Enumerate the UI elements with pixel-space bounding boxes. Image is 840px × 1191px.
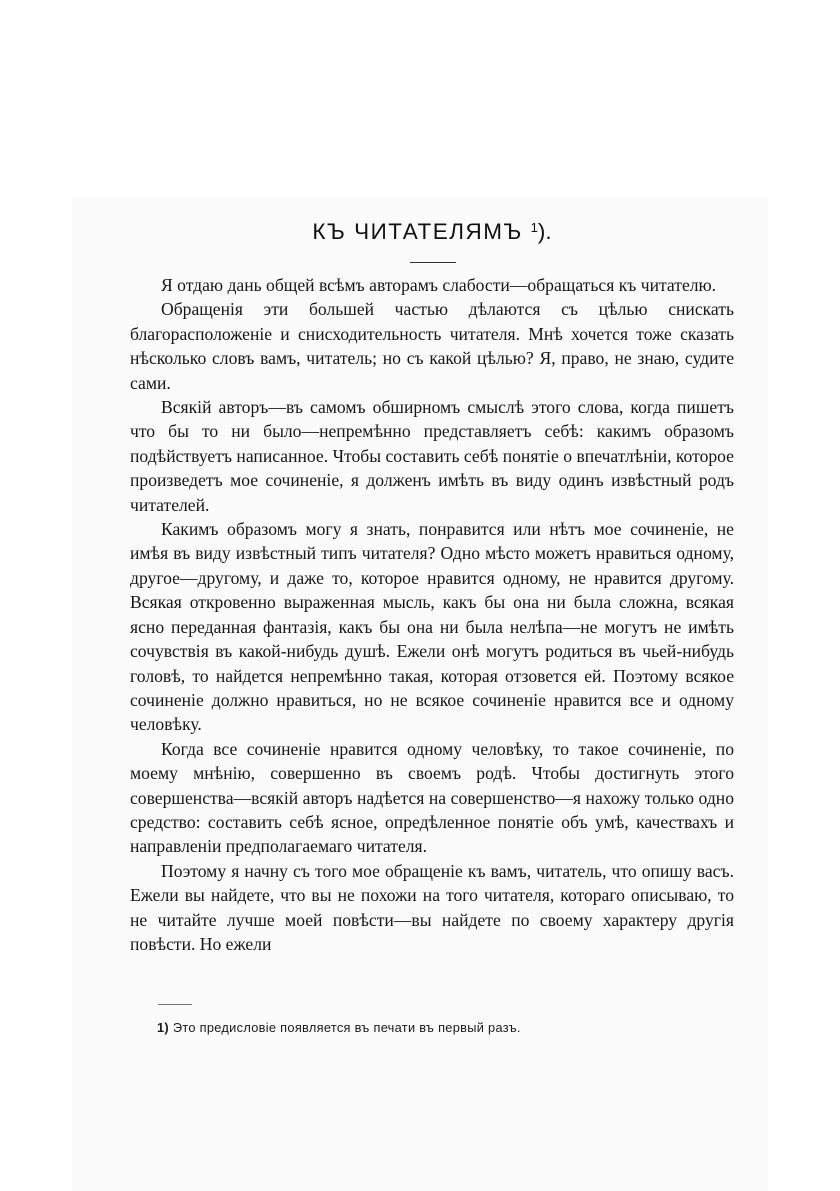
title-footnote-mark: 1	[530, 220, 538, 235]
body-text	[130, 273, 734, 956]
paragraph: Я отдаю дань общей всѣмъ авторамъ слабости—обращаться къ читателю.	[161, 275, 717, 295]
footnote	[157, 1020, 737, 1035]
paragraph: Когда все сочиненіе нравится одному человѣку, то такое сочиненіе, по моему мнѣнію, совершенно въ своемъ родѣ. Чтобы достигнуть этого совершенства—всякій авторъ надѣется на совершенство—я нахожу только одно средство: составить себѣ ясное, опредѣленное понятіе объ умѣ, качествахъ и направленіи предполагаемаго читателя.	[130, 738, 734, 857]
paragraph: Поэтому я начну съ того мое обращеніе къ вамъ, читатель, что опишу васъ. Ежели вы найдете, что вы не похожи на того читателя, котораго описываю, то не читайте лучше моей повѣсти—вы найдете по своему характеру другія повѣсти. Но ежели	[130, 860, 734, 954]
title-closing: ).	[537, 219, 552, 244]
footnote-mark: 1)	[157, 1020, 169, 1035]
title-divider	[410, 262, 456, 263]
paragraph: Обращенія эти большей частью дѣлаются съ цѣлью снискать благорасположеніе и снисходительность читателя. Мнѣ хочется тоже сказать нѣсколько словъ вамъ, читатель; но съ какой цѣлью? Я, право, не знаю, судите сами.	[130, 299, 734, 393]
footnote-divider	[158, 1004, 192, 1005]
footnote-text: Это предисловіе появляется въ печати въ первый разъ.	[172, 1020, 521, 1035]
paragraph: Какимъ образомъ могу я знать, понравится или нѣтъ мое сочиненіе, не имѣя въ виду извѣстный типъ читателя? Одно мѣсто можетъ нравиться одному, другое—другому, и даже то, которое нравится одному, не нравится другому. Всякая откровенно выраженная мысль, какъ бы она ни была сложна, всякая ясно переданная фантазія, какъ бы она ни была нелѣпа—не могутъ не имѣть сочувствія въ какой-нибудь душѣ. Ежели онѣ могутъ родиться въ чьей-нибудь головѣ, то найдется непремѣнно такая, которая отзовется ей. Поэтому всякое сочиненіе должно нравиться, но не всякое сочиненіе нравится все и одному человѣку.	[130, 519, 734, 735]
paragraph: Всякій авторъ—въ самомъ обширномъ смыслѣ этого слова, когда пишетъ что бы то ни было—непремѣнно представляетъ себѣ: какимъ образомъ подѣйствуетъ написанное. Чтобы составить себѣ понятіе о впечатлѣніи, которое произведетъ мое сочиненіе, я долженъ имѣть въ виду одинъ извѣстный родъ читателей.	[130, 397, 734, 515]
title-text: КЪ ЧИТАТЕЛЯМЪ	[312, 219, 523, 244]
page-title	[130, 219, 734, 245]
